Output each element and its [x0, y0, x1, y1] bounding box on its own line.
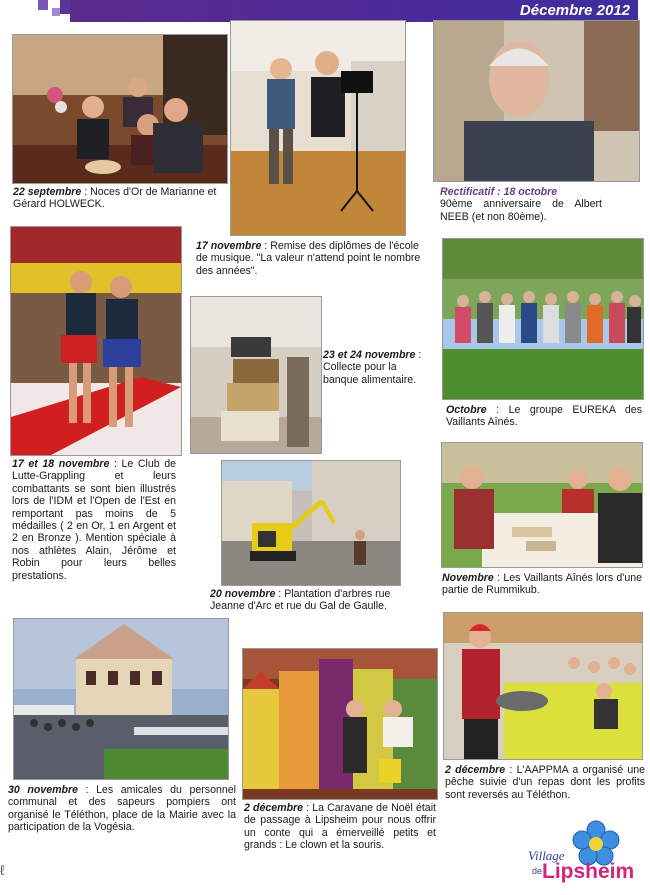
caption-caravane-noel: 2 décembre : La Caravane de Noël était de passage à Lipsheim pour nous offrir un conte qui a émerveillé petits et grands : Le clown et la souris. — [244, 802, 436, 852]
photo-rummikub — [441, 442, 643, 568]
caption-noces-dor: 22 septembre : Noces d'Or de Marianne et Gérard HOLWECK. — [13, 186, 217, 211]
photo-groupe-eureka — [442, 238, 644, 400]
photo-aappma — [443, 612, 643, 760]
decor-square — [38, 0, 48, 10]
caption-plantation-arbres: 20 novembre : Plantation d'arbres rue Jeanne d'Arc et rue du Gal de Gaulle. — [210, 588, 391, 613]
caption-ecole-musique: 17 novembre : Remise des diplômes de l'école de musique. "La valeur n'attend point le nombre des années". — [196, 240, 421, 277]
photo-albert-neeb — [433, 20, 640, 182]
caption-groupe-eureka: Octobre : Le groupe EUREKA des Vaillants Aînés. — [446, 404, 642, 429]
decor-square — [52, 8, 60, 16]
photo-telethon-mairie — [13, 618, 229, 780]
photo-ecole-musique — [230, 20, 406, 236]
decor-square — [60, 0, 70, 14]
caption-aappma: 2 décembre : L'AAPPMA a organisé une pêche suivie d'un repas dont les profits sont reversés au Téléthon. — [445, 764, 645, 801]
corner-mark: ℓ — [0, 862, 5, 878]
caption-lutte-grappling: 17 et 18 novembre : Le Club de Lutte-Grappling et leurs combattants se sont bien illustrés lors de l'IDM et l'Open de l'Est en remportant pas moins de 5 médailles ( 2 en Or, 1 en Argent et 2 en Bronze ). Mention spéciale à nos athlètes Alain, Jérôme et Robin pour leurs belles prestations. — [12, 458, 176, 582]
photo-lutte-grappling — [10, 226, 182, 456]
caption-albert-neeb: Rectificatif : 18 octobre 90ème anniversaire de Albert NEEB (et non 80ème). — [440, 186, 602, 223]
caption-telethon-mairie: 30 novembre : Les amicales du personnel communal et des sapeurs pompiers ont organisé le Téléthon, place de la Mairie avec la participation de la Vogésia. — [8, 784, 237, 834]
photo-plantation-arbres — [221, 460, 401, 586]
page-title: Décembre 2012 — [519, 2, 630, 19]
page-header — [0, 0, 650, 22]
caption-rummikub: Novembre : Les Vaillants Aînés lors d'une partie de Rummikub. — [442, 572, 642, 597]
logo-village-text: Village — [528, 848, 565, 863]
caption-banque-alimentaire: 23 et 24 novembre : Collecte pour la banque alimentaire. — [323, 349, 422, 386]
photo-noces-dor — [12, 34, 228, 184]
logo-name-text: Lipsheim — [542, 860, 635, 883]
logo-de-text: de — [532, 866, 543, 876]
photo-caravane-noel — [242, 648, 438, 800]
village-logo — [528, 820, 644, 890]
photo-banque-alimentaire — [190, 296, 322, 454]
